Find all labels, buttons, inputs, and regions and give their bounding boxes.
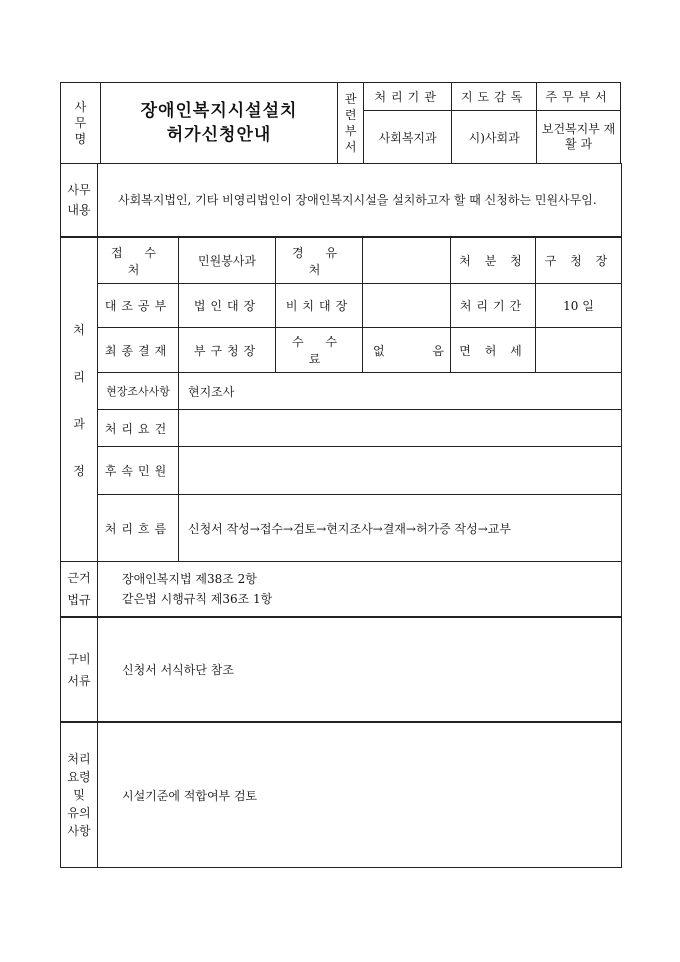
requirements-label: 처리요건 [98, 410, 179, 447]
legal-basis-text: 장애인복지법 제38조 2항 같은법 시행규칙 제36조 1항 [98, 562, 622, 617]
processing-agency-header: 처리기관 [364, 83, 452, 111]
notes-table [60, 722, 622, 868]
disposal-office-value: 구 청 장 [536, 238, 622, 284]
related-dept-label: 관 련 부 서 [338, 83, 364, 164]
process-side-label: 처 리 과 정 [61, 238, 98, 562]
final-approval-value: 부구청장 [179, 328, 276, 373]
license-tax-value [536, 328, 622, 373]
header-table [60, 82, 621, 164]
document-title: 장애인복지시설설치 허가신청안내 [100, 83, 338, 164]
final-approval-label: 최종결재 [98, 328, 179, 373]
fee-value: 없 음 [363, 328, 451, 373]
notes-label: 처리 요령 및 유의 사항 [61, 723, 98, 868]
flow-label: 처리흐름 [98, 495, 179, 562]
follow-up-label: 후속민원 [98, 447, 179, 495]
processing-period-label: 처리기간 [451, 284, 536, 328]
follow-up-value [179, 447, 622, 495]
license-tax-label: 면 허 세 [451, 328, 536, 373]
processing-period-value: 10 일 [536, 284, 622, 328]
via-label: 경 유 처 [276, 238, 363, 284]
main-dept-header: 주무부서 [537, 83, 621, 111]
processing-agency-value: 사회복지과 [364, 111, 452, 164]
reception-label: 접 수 처 [98, 238, 179, 284]
main-dept-value: 보건복지부 재 활 과 [537, 111, 621, 164]
notes-text: 시설기준에 적합여부 검토 [98, 723, 622, 868]
site-survey-label: 현장조사사항 [98, 373, 179, 410]
requirements-value [179, 410, 622, 447]
legal-basis-label: 근거 법규 [61, 562, 98, 617]
flow-value: 신청서 작성→접수→검토→현지조사→결재→허가증 작성→교부 [179, 495, 622, 562]
documents-label: 구비 서류 [61, 618, 98, 722]
kept-ledger-label: 비치대장 [276, 284, 363, 328]
site-survey-value: 현지조사 [179, 373, 622, 410]
process-table [60, 237, 622, 562]
documents-text: 신청서 서식하단 참조 [98, 618, 622, 722]
reference-ledger-label: 대조공부 [98, 284, 179, 328]
disposal-office-label: 처 분 청 [451, 238, 536, 284]
job-content-table [60, 163, 622, 237]
fee-label: 수 수 료 [276, 328, 363, 373]
job-content-label: 사무 내용 [61, 164, 98, 237]
reference-ledger-value: 법인대장 [179, 284, 276, 328]
supervision-header: 지도감독 [452, 83, 537, 111]
reception-value: 민원봉사과 [179, 238, 276, 284]
job-name-label: 사 무 명 [61, 83, 101, 164]
job-content-text: 사회복지법인, 기타 비영리법인이 장애인복지시설을 설치하고자 할 때 신청하는 민원사무임. [98, 164, 622, 237]
documents-table [60, 617, 622, 722]
kept-ledger-value [363, 284, 451, 328]
legal-basis-table [60, 561, 622, 617]
via-value [363, 238, 451, 284]
supervision-value: 시)사회과 [452, 111, 537, 164]
